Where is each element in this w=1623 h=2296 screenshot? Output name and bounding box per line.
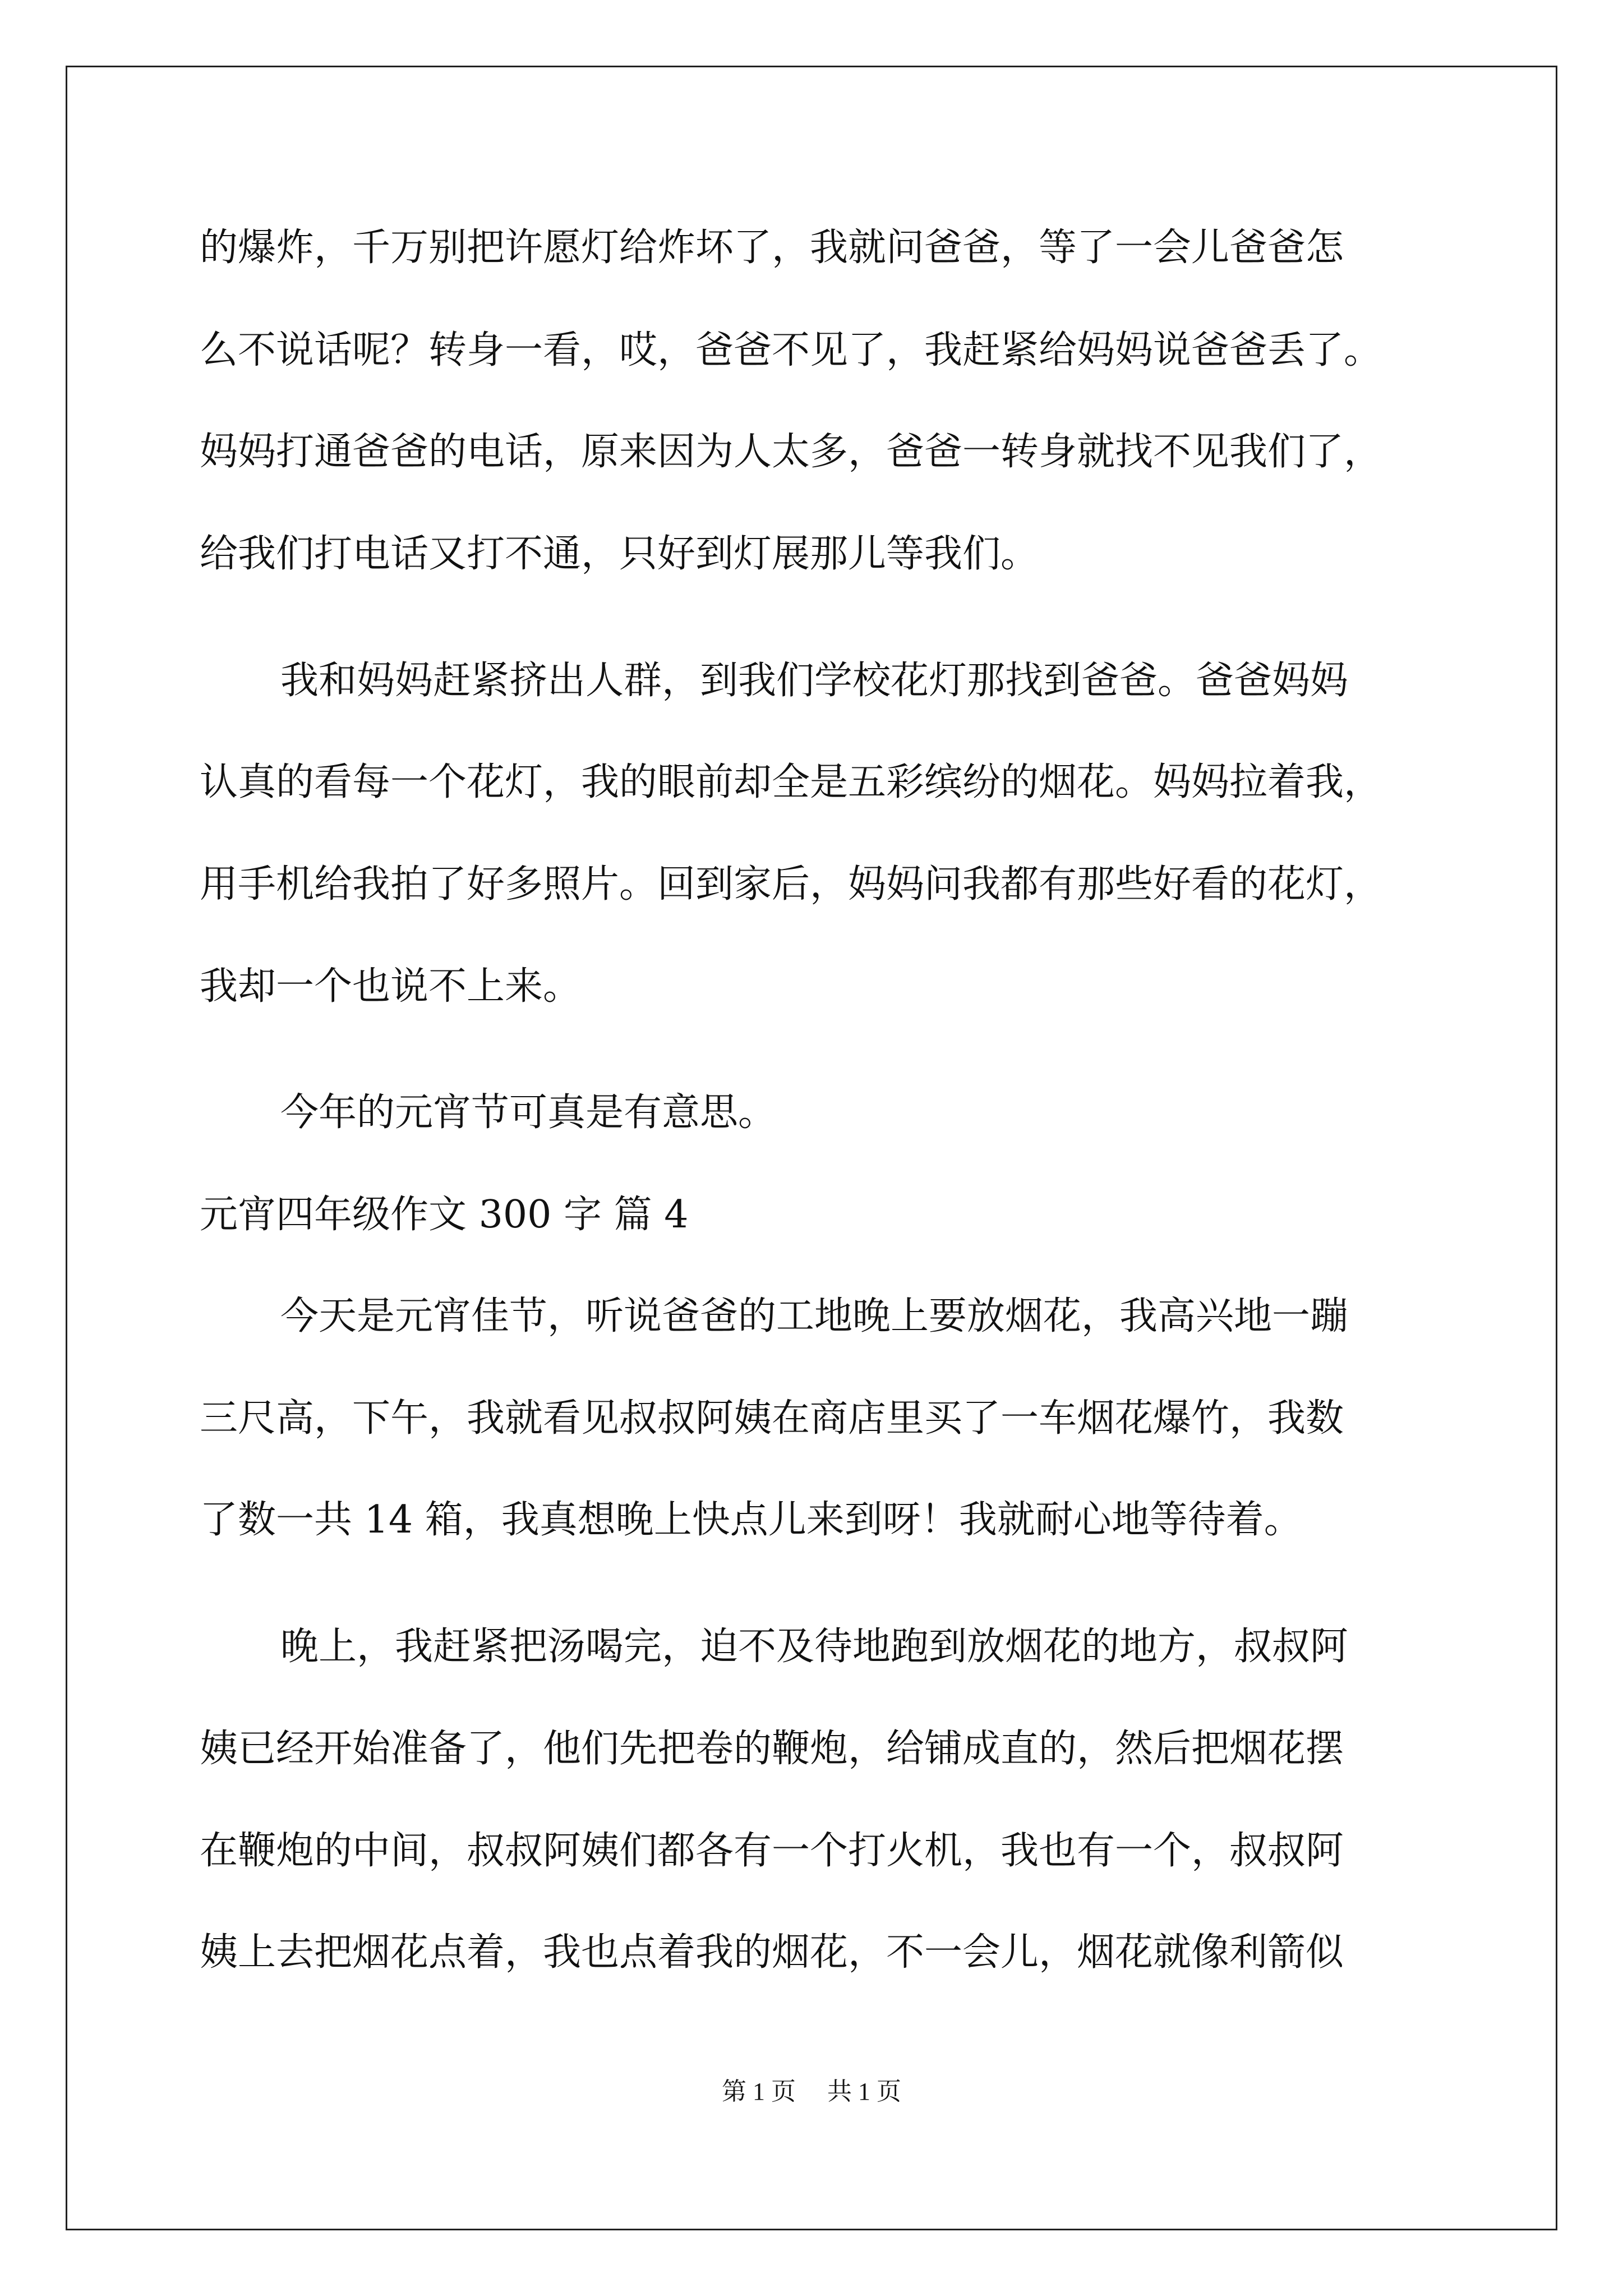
page-footer xyxy=(0,2076,1623,2108)
body-line: 了数一共 14 箱，我真想晚上快点儿来到呀！我就耐心地等待着。 xyxy=(200,1498,1302,1542)
body-line: 用手机给我拍了好多照片。回到家后，妈妈问我都有那些好看的花灯， xyxy=(200,862,1382,907)
body-line: 姨已经开始准备了，他们先把卷的鞭炮，给铺成直的，然后把烟花摆 xyxy=(200,1727,1344,1771)
body-line: 妈妈打通爸爸的电话，原来因为人太多，爸爸一转身就找不见我们了， xyxy=(200,430,1382,474)
body-line: 晚上，我赶紧把汤喝完，迫不及待地跑到放烟花的地方，叔叔阿 xyxy=(280,1625,1349,1669)
body-line: 认真的看每一个花灯，我的眼前却全是五彩缤纷的烟花。妈妈拉着我， xyxy=(200,760,1382,804)
body-line: 今天是元宵佳节，听说爸爸的工地晚上要放烟花，我高兴地一蹦 xyxy=(280,1294,1349,1338)
page-border xyxy=(66,66,1557,2230)
section-heading: 元宵四年级作文 300 字 篇 4 xyxy=(200,1193,689,1237)
page-number: 第 1 页 xyxy=(722,2078,796,2105)
body-line: 在鞭炮的中间，叔叔阿姨们都各有一个打火机，我也有一个，叔叔阿 xyxy=(200,1829,1344,1873)
body-line: 么不说话呢？转身一看，哎，爸爸不见了，我赶紧给妈妈说爸爸丢了。 xyxy=(200,328,1382,372)
page-total: 共 1 页 xyxy=(827,2078,901,2105)
body-line: 的爆炸，千万别把许愿灯给炸坏了，我就问爸爸，等了一会儿爸爸怎 xyxy=(200,226,1344,270)
body-line: 我和妈妈赶紧挤出人群，到我们学校花灯那找到爸爸。爸爸妈妈 xyxy=(280,659,1349,703)
body-line: 姨上去把烟花点着，我也点着我的烟花，不一会儿，烟花就像利箭似 xyxy=(200,1930,1344,1975)
body-line: 给我们打电话又打不通，只好到灯展那儿等我们。 xyxy=(200,532,1039,576)
body-line: 我却一个也说不上来。 xyxy=(200,964,582,1009)
body-line: 今年的元宵节可真是有意思。 xyxy=(280,1091,777,1135)
body-line: 三尺高，下午，我就看见叔叔阿姨在商店里买了一车烟花爆竹，我数 xyxy=(200,1396,1344,1441)
